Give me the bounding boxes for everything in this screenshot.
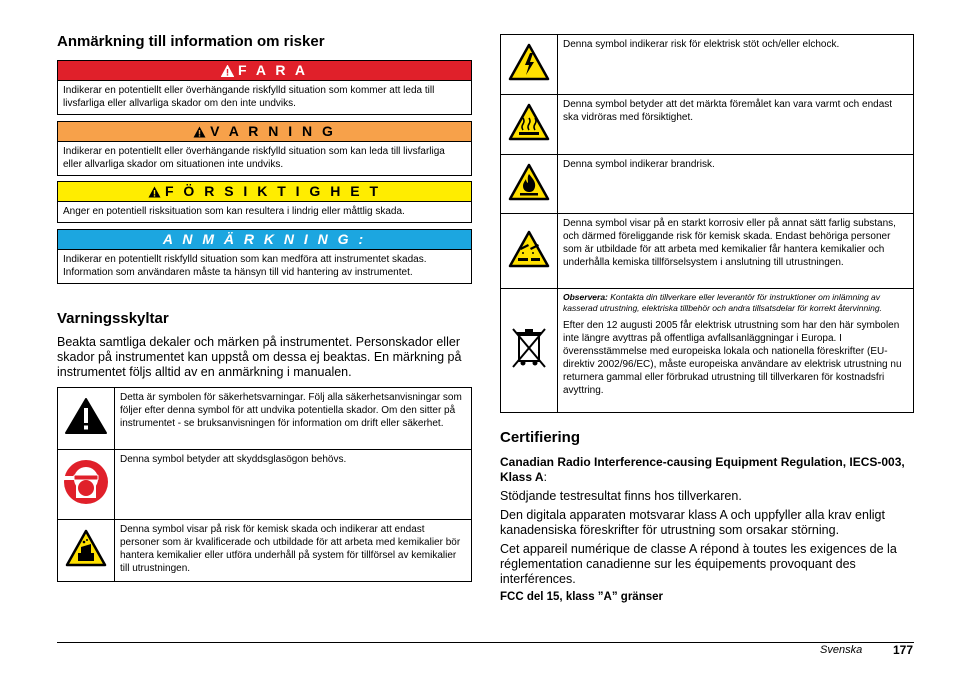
caution-header (58, 182, 471, 202)
hot-surface-icon (508, 103, 550, 141)
symbol-icon-cell (501, 155, 558, 214)
section-heading-cert: Certifiering (500, 429, 581, 446)
exclamation-warning-icon (64, 397, 108, 435)
danger-label: F A R A (238, 62, 308, 78)
symbol-icon-cell (58, 388, 115, 450)
table-row (58, 388, 472, 450)
cert-subheading (500, 455, 914, 485)
symbol-icon-cell (58, 450, 115, 520)
symbol-text: Denna symbol betyder att det märkta föremålet kan vara varmt och endast ska vidröras med försiktighet. (558, 95, 914, 155)
symbol-text: Denna symbol indikerar brandrisk. (558, 155, 914, 214)
symbol-icon-cell (501, 289, 558, 413)
symbol-text: Denna symbol visar på risk för kemisk skada och indikerar att endast personer som är kvalificerade och utbildade för att arbeta med kemikalier bör hantera kemikalier eller utföra underhåll på system för tillförsel av kemikalier till utrustningen. (115, 520, 472, 582)
footer-divider (57, 642, 914, 643)
cert-paragraph-2: Den digitala apparaten motsvarar klass A och uppfyller alla krav enligt kanadensiska föreskrifter för utrustning som orsakar störning. (500, 508, 885, 537)
right-symbol-table (500, 34, 914, 413)
obs-label: Observera: (563, 292, 608, 302)
warning-text: Indikerar en potentiellt eller överhängande riskfylld situation som kan leda till livsfarliga eller allvarliga skador om situationen inte undviks. (63, 146, 445, 170)
table-row (58, 520, 472, 582)
danger-header (58, 61, 471, 81)
section-heading-risk: Anmärkning till information om risker (57, 33, 325, 50)
caution-text: Anger en potentiell risksituation som kan resultera i lindrig eller måttlig skada. (63, 206, 405, 217)
obs-text: Kontakta din tillverkare eller leverantör för instruktioner om inlämning av kasserad utrustning, elektriska tillbehör och andra tillsatsdelar för korrekt återvinning. (563, 292, 882, 313)
warning-triangle-icon (221, 65, 234, 77)
cert-paragraph-1: Stödjande testresultat finns hos tillverkaren. (500, 489, 742, 503)
symbol-icon-cell (501, 214, 558, 289)
footer-language: Svenska (820, 644, 863, 656)
cert-subheading-text: Canadian Radio Interference-causing Equipment Regulation, IECS-003, Klass A (500, 455, 905, 484)
safety-glasses-icon (62, 458, 110, 506)
chemical-hazard-icon (65, 529, 107, 567)
section-heading-labels: Varningsskyltar (57, 310, 169, 327)
left-symbol-table (57, 387, 472, 582)
danger-text: Indikerar en potentiellt eller överhängande riskfylld situation som kommer att leda till livsfarliga eller allvarliga skador om den inte undviks. (63, 85, 435, 109)
note-label: A N M Ä R K N I N G : (162, 231, 367, 247)
note-notice (57, 229, 472, 284)
table-row (501, 289, 914, 413)
symbol-icon-cell (501, 35, 558, 95)
danger-notice (57, 60, 472, 115)
weee-text: Efter den 12 augusti 2005 får elektrisk utrustning som har den här symbolen inte längre avyttras på offentliga avfallsanläggningar i Europa. I överensstämmelse med europeiska lokala och nationella föreskrifter (EU-direktiv 2002/96/EC), måste europeiska användare av elektrisk utrustning nu returnera gammal eller förbrukad utrustning till tillverkaren för kostnadsfri avyttring. (563, 320, 902, 396)
symbol-text: Detta är symbolen för säkerhetsvarningar. Följ alla säkerhetsanvisningar som följer efter denna symbol för att undvika potentiella skador. Om den sitter på instrumentet - se bruksanvisningen för information om drift eller säkerhet. (115, 388, 472, 450)
table-row (501, 214, 914, 289)
crossed-bin-icon (509, 325, 549, 371)
symbol-icon-cell (501, 95, 558, 155)
symbol-icon-cell (58, 520, 115, 582)
caution-label: F Ö R S I K T I G H E T (164, 183, 381, 199)
corrosive-icon (508, 230, 550, 268)
weee-observation (563, 292, 908, 314)
fcc-heading: FCC del 15, klass ”A” gränser (500, 591, 663, 603)
warning-label: V A R N I N G (210, 123, 336, 139)
warning-triangle-icon (148, 186, 161, 198)
caution-notice (57, 181, 472, 223)
cert-subheading-colon: : (543, 470, 547, 484)
symbol-text: Denna symbol visar på en starkt korrosiv eller på annat sätt farlig substans, och därmed föreliggande risk för kemisk skada. Endast behöriga personer som är utbildade för att arbeta med kemikalier får hantera kemikalier och underhålla kemiska tillförselsystem i anslutning till utrustningen. (558, 214, 914, 289)
table-row (501, 95, 914, 155)
warning-notice (57, 121, 472, 176)
warning-triangle-icon (193, 126, 206, 138)
note-text: Indikerar en potentiellt riskfylld situation som kan medföra att instrumentet skadas. Information som användaren måste ta hänsyn till vid hantering av instrumentet. (63, 254, 427, 278)
note-header (58, 230, 471, 250)
table-row (501, 155, 914, 214)
labels-intro: Beakta samtliga dekaler och märken på instrumentet. Personskador eller skador på instrumentet kan uppstå om dessa ej beaktas. En märkning på instrumentet följs alltid av en anmärkning i manualen. (57, 335, 462, 379)
warning-header (58, 122, 471, 142)
table-row (501, 35, 914, 95)
page-number: 177 (893, 643, 914, 657)
table-row (58, 450, 472, 520)
electric-shock-icon (508, 43, 550, 81)
cert-paragraph-3: Cet appareil numérique de classe A répond à toutes les exigences de la réglementation canadienne sur les équipements provoquant des interférences. (500, 542, 897, 586)
fire-hazard-icon (508, 163, 550, 201)
symbol-text: Denna symbol betyder att skyddsglasögon behövs. (115, 450, 472, 520)
weee-text-cell (558, 289, 914, 413)
symbol-text: Denna symbol indikerar risk för elektrisk stöt och/eller elchock. (558, 35, 914, 95)
